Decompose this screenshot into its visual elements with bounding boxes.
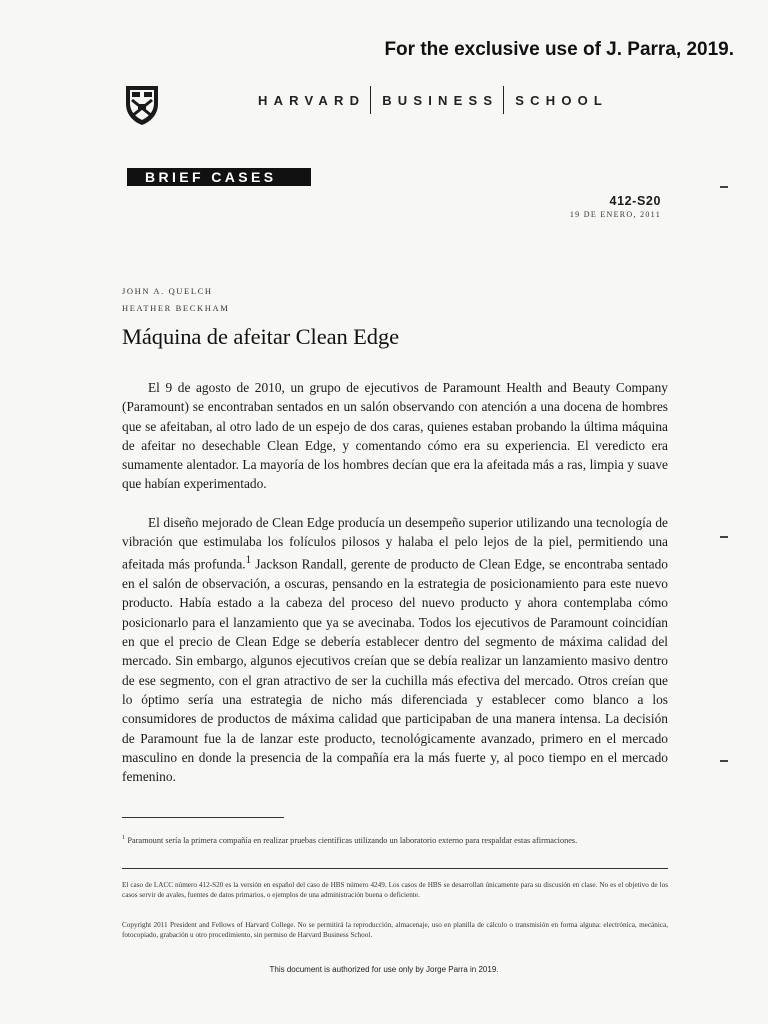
paragraph-text: El diseño mejorado de Clean Edge producía un desempeño superior utilizando una tecnología de vibración que estimulaba los folículos pilosos y halaba el pelo lejos de la piel, permitiendo una afeitada más profunda. — [122, 514, 668, 572]
footnote-divider — [122, 817, 284, 818]
harvard-shield-logo — [124, 84, 160, 126]
paragraph-text: Jackson Randall, gerente de producto de Clean Edge, se encontraba sentado en el salón de observación, a oscuras, pensando en la estrategia de posicionamiento para este nuevo producto. Había estado a la cabeza del proceso del nuevo producto y ahora contemplaba cómo posicionarlo para el lanzamiento que ya se avecinaba. Todos los ejecutivos de Paramount coincidían en que el precio de Clean Edge se debería establecer dentro del segmento de máxima calidad del mercado. Sin embargo, algunos ejecutivos creían que se debía realizar un lanzamiento masivo dentro de ese segmento, con el gran atractivo de ser la cuchilla más efectiva del mercado. Otros creían que lo óptimo sería una estrategia de nicho más diferenciada y establecer como blanco a los consumidores de productos de máxima calidad que participaban de una manera intensa. La decisión de Paramount fue la de lanzar este producto, tecnológicamente avanzado, primero en el mercado masculino en donde la presencia de la compañía era la más fuerte y, al poco tiempo en el mercado femenino. — [122, 556, 668, 785]
author-list — [122, 283, 229, 317]
footnote-reference[interactable]: 1 — [245, 554, 252, 567]
wordmark-business: BUSINESS — [382, 92, 499, 108]
footnote — [122, 832, 668, 846]
author-name: HEATHER BECKHAM — [122, 303, 230, 313]
wordmark-school: SCHOOL — [515, 92, 609, 108]
wordmark-divider — [503, 86, 504, 114]
footnote-text: Paramount sería la primera compañía en realizar pruebas científicas utilizando un laboratorio externo para respaldar estas afirmaciones. — [125, 835, 578, 845]
authorization-footer: This document is authorized for use only by Jorge Parra in 2019. — [269, 965, 499, 974]
exclusive-use-notice: For the exclusive use of J. Parra, 2019. — [384, 39, 734, 60]
case-date: 19 DE ENERO, 2011 — [569, 210, 661, 219]
case-number: 412-S20 — [609, 194, 661, 208]
body-paragraph: El 9 de agosto de 2010, un grupo de ejecutivos de Paramount Health and Beauty Company (Paramount) se encontraban sentados en un salón observando con atención a una docena de hombres que se afeitaban, al otro lado de un espejo de dos caras, quienes estaban probando la última máquina de afeitar no desechable Clean Edge, y comentando cómo era su experiencia. El veredicto era sumamente alentador. La mayoría de los hombres decían que era la afeitada más a ras, limpia y suave que habían experimentado. — [122, 380, 668, 492]
scan-edge-mark — [720, 760, 728, 762]
series-banner: BRIEF CASES — [127, 168, 311, 186]
translation-note: El caso de LACC número 412-S20 es la versión en español del caso de HBS número 4249. Los casos de HBS se desarrollan únicamente para su discusión en clase. No es el objetivo de los casos servir de avales, fuentes de datos primarios, o ejemplos de una administración buena o deficiente. — [122, 881, 668, 899]
case-title: Máquina de afeitar Clean Edge — [122, 324, 399, 349]
case-body — [122, 378, 668, 805]
author-name: JOHN A. QUELCH — [122, 286, 213, 296]
copyright-notice: Copyright 2011 President and Fellows of Harvard College. No se permitirá la reproducción, almacenaje, uso en planilla de cálculo o transmisión en forma alguna: electrónica, mecánica, fotocopiado, grabación u otro procedimiento, sin permiso de Harvard Business School. — [122, 921, 668, 939]
scan-edge-mark — [720, 186, 728, 188]
wordmark-harvard: HARVARD — [258, 92, 366, 108]
scan-edge-mark — [720, 536, 728, 538]
body-paragraph — [122, 513, 668, 787]
school-wordmark — [258, 86, 608, 114]
footnote-number: 1 — [122, 834, 126, 841]
legal-divider — [122, 868, 668, 869]
wordmark-divider — [370, 86, 371, 114]
